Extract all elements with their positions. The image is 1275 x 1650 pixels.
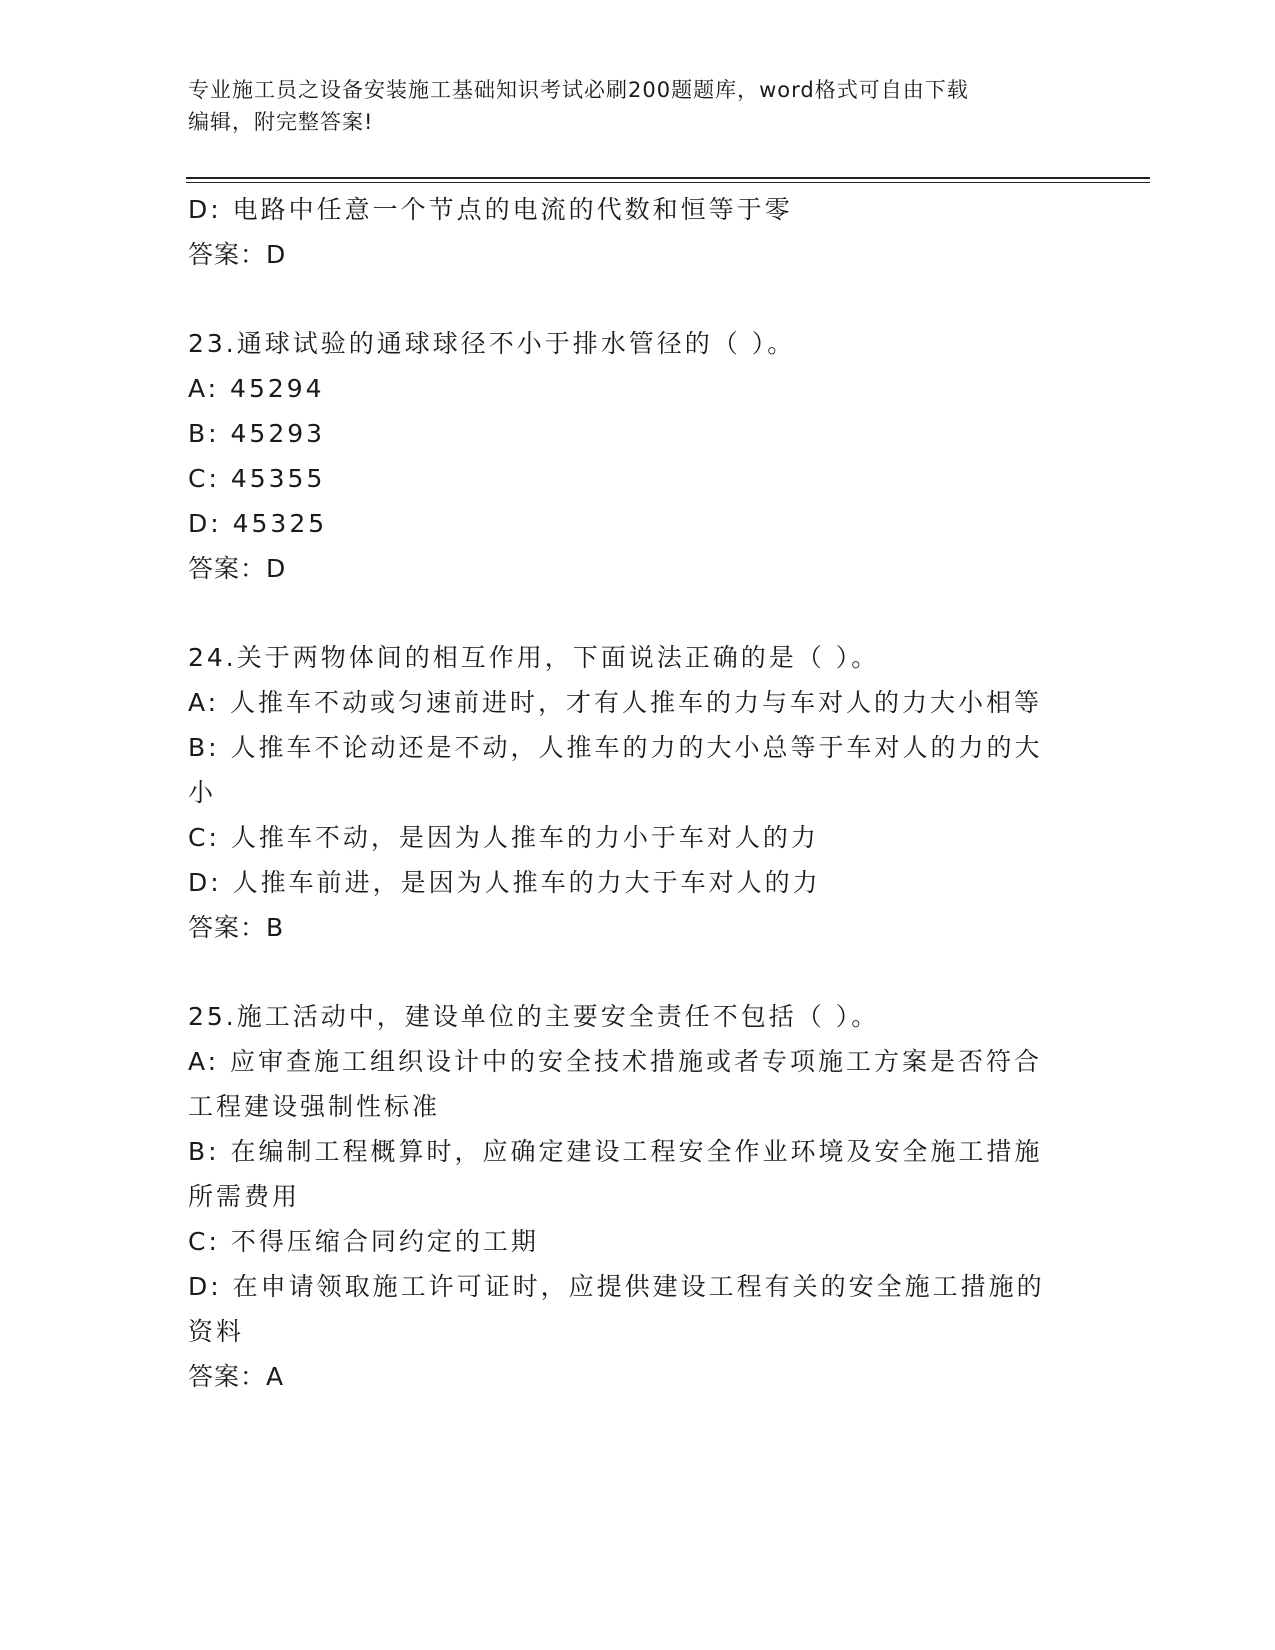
option-line: D: 人推车前进，是因为人推车的力大于车对人的力 xyxy=(188,868,821,897)
block-gap xyxy=(188,277,1078,321)
header-title-line1: 专业施工员之设备安装施工基础知识考试必刷200题题库，word格式可自由下载 xyxy=(188,78,969,102)
question-block xyxy=(188,321,1078,591)
answer-line: 答案：B xyxy=(188,913,285,942)
option-line: C: 人推车不动，是因为人推车的力小于车对人的力 xyxy=(188,823,819,852)
header-title-line2: 编辑，附完整答案! xyxy=(188,110,374,134)
question-list xyxy=(188,187,1078,1399)
question-block xyxy=(188,635,1078,950)
block-gap xyxy=(188,591,1078,635)
option-line-continued: 工程建设强制性标准 xyxy=(188,1092,441,1121)
option-line: B: 在编制工程概算时，应确定建设工程安全作业环境及安全施工措施 xyxy=(188,1137,1043,1166)
option-line: A: 45294 xyxy=(188,374,325,403)
block-gap xyxy=(188,950,1078,994)
header-divider-thick xyxy=(186,177,1150,179)
header-divider-thin xyxy=(186,182,1150,183)
option-line-continued: 小 xyxy=(188,778,217,807)
option-line: C: 45355 xyxy=(188,464,326,493)
question-block xyxy=(188,994,1078,1399)
option-line: A: 人推车不动或匀速前进时，才有人推车的力与车对人的力大小相等 xyxy=(188,688,1043,717)
option-line: D: 在申请领取施工许可证时，应提供建设工程有关的安全施工措施的 xyxy=(188,1272,1045,1301)
question-stem: 23.通球试验的通球球径不小于排水管径的（ ）。 xyxy=(188,329,796,358)
option-line-continued: 所需费用 xyxy=(188,1182,301,1211)
option-line: C: 不得压缩合同约定的工期 xyxy=(188,1227,539,1256)
option-line: B: 人推车不论动还是不动，人推车的力的大小总等于车对人的力的大 xyxy=(188,733,1043,762)
option-line: D: 45325 xyxy=(188,509,328,538)
question-stem: 25.施工活动中，建设单位的主要安全责任不包括（ ）。 xyxy=(188,1002,880,1031)
answer-line: 答案：A xyxy=(188,1362,285,1391)
option-line: B: 45293 xyxy=(188,419,326,448)
answer-line: 答案：D xyxy=(188,554,287,583)
question-block xyxy=(188,187,1078,277)
option-line-continued: 资料 xyxy=(188,1317,245,1346)
option-line: D: 电路中任意一个节点的电流的代数和恒等于零 xyxy=(188,195,793,224)
answer-line: 答案：D xyxy=(188,240,287,269)
option-line: A: 应审查施工组织设计中的安全技术措施或者专项施工方案是否符合 xyxy=(188,1047,1043,1076)
question-stem: 24.关于两物体间的相互作用，下面说法正确的是（ ）。 xyxy=(188,643,880,672)
document-header xyxy=(188,74,1068,138)
